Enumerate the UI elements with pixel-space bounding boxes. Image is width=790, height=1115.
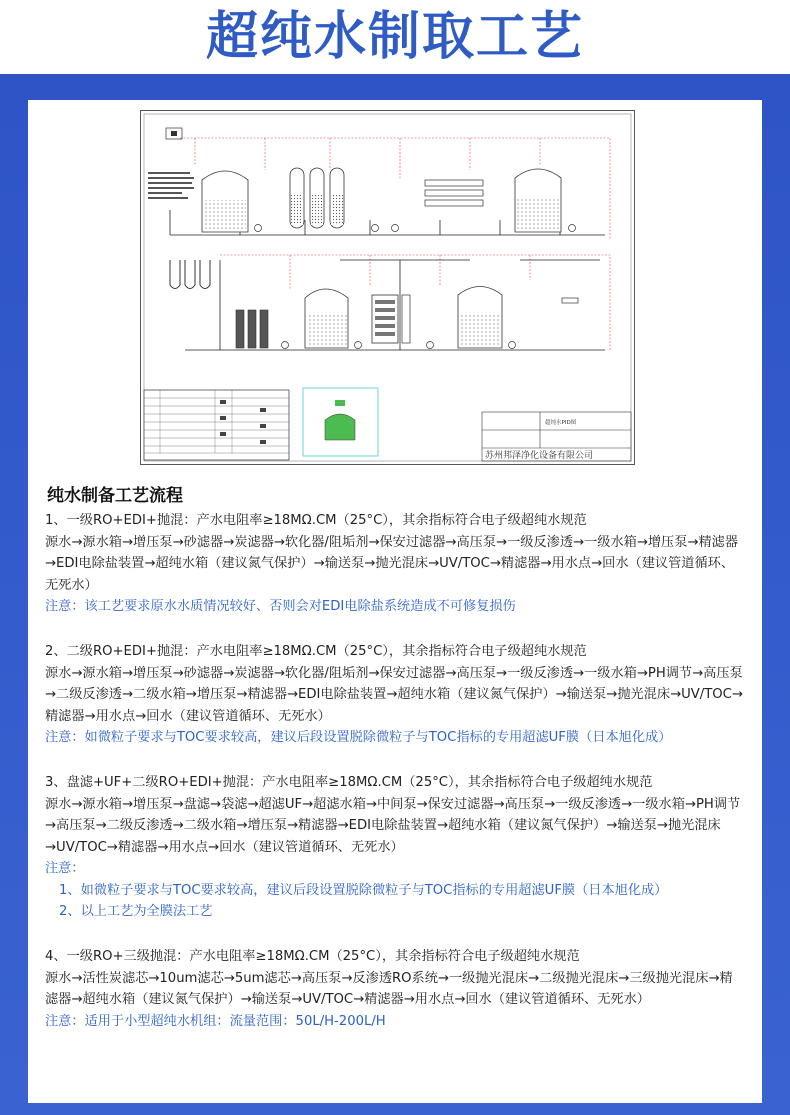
process-2-flow: 源水→源水箱→增压泵→砂滤器→炭滤器→软化器/阻垢剂→保安过滤器→高压泵→一级反渗透→一级水箱→PH调节→高压泵→二级反渗透→二级水箱→增压泵→精滤器→EDI电除盐装置→超纯水箱（建议氮气保护）→输送泵→抛光混床→UV/TOC→精滤器→用水点→回水（建议管道循环、无死水） <box>45 665 743 724</box>
process-2-title: 2、二级RO+EDI+抛混：产水电阻率≥18MΩ.CM（25°C），其余指标符合电子级超纯水规范 <box>45 644 587 659</box>
process-4-title: 4、一级RO+三级抛混：产水电阻率≥18MΩ.CM（25°C），其余指标符合电子级超纯水规范 <box>45 949 580 964</box>
drawing-sheet-title: 超纯水PID图 <box>545 420 577 426</box>
section-heading: 纯水制备工艺流程 <box>47 486 183 506</box>
process-3-note-item: 2、以上工艺为全膜法工艺 <box>59 904 213 919</box>
process-1-title: 1、一级RO+EDI+抛混：产水电阻率≥18MΩ.CM（25°C），其余指标符合电子级超纯水规范 <box>45 513 587 528</box>
process-3 <box>45 772 745 923</box>
page-title: 超纯水制取工艺 <box>205 7 584 67</box>
process-3-note-item: 1、如微粒子要求与TOC要求较高，建议后段设置脱除微粒子与TOC指标的专用超滤UF膜（日本旭化成） <box>59 882 668 898</box>
process-4-note: 注意：适用于小型超纯水机组：流量范围：50L/H-200L/H <box>45 1013 386 1029</box>
process-2 <box>45 641 745 749</box>
process-1 <box>45 510 745 618</box>
process-2-note: 注意：如微粒子要求与TOC要求较高，建议后段设置脱除微粒子与TOC指标的专用超滤UF膜（日本旭化成） <box>45 730 672 745</box>
process-1-note: 注意：该工艺要求原水水质情况较好、否则会对EDI电除盐系统造成不可修复损伤 <box>45 599 516 614</box>
process-3-flow: 源水→源水箱→增压泵→盘滤→袋滤→超滤UF→超滤水箱→中间泵→保安过滤器→高压泵→一级反渗透→一级水箱→PH调节→高压泵→二级反渗透→二级水箱→增压泵→精滤器→EDI电除盐装置→超纯水箱（建议氮气保护）→输送泵→抛光混床→UV/TOC→精滤器→用水点→回水（建议管道循环、无死水） <box>45 796 741 855</box>
process-4 <box>45 946 745 1032</box>
process-4-flow: 源水→活性炭滤芯→10um滤芯→5um滤芯→高压泵→反渗透RO系统→一级抛光混床→二级抛光混床→三级抛光混床→精滤器→超纯水箱（建议氮气保护）→输送泵→UV/TOC→精滤器→用水点→回水（建议管道循环、无死水） <box>45 970 733 1007</box>
process-1-flow: 源水→源水箱→增压泵→砂滤器→炭滤器→软化器/阻垢剂→保安过滤器→高压泵→一级反渗透→一级水箱→增压泵→精滤器→EDI电除盐装置→超纯水箱（建议氮气保护）→输送泵→抛光混床→UV/TOC→精滤器→用水点→回水（建议管道循环、无死水） <box>45 534 739 593</box>
drawing-company: 苏州邦泽净化设备有限公司 <box>485 451 594 461</box>
process-3-title: 3、盘滤+UF+二级RO+EDI+抛混：产水电阻率≥18MΩ.CM（25°C），其余指标符合电子级超纯水规范 <box>45 775 653 790</box>
pid-diagram <box>140 110 635 465</box>
process-3-note: 注意： <box>45 861 85 876</box>
